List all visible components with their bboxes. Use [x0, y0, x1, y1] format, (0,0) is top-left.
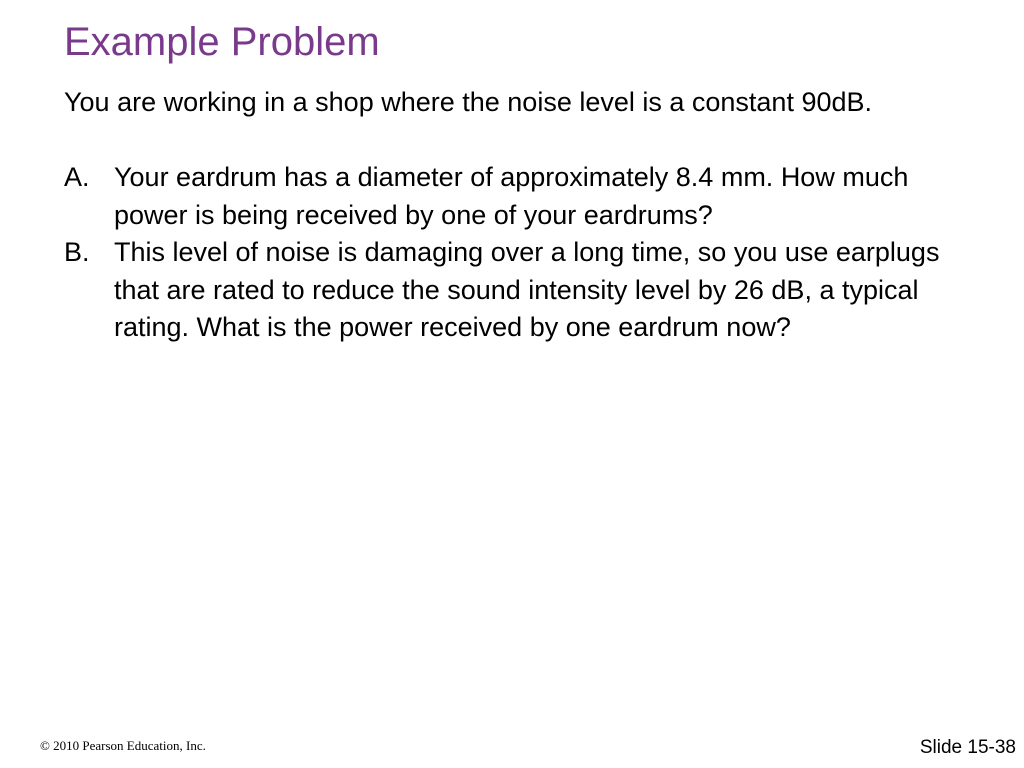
- item-text: This level of noise is damaging over a long time, so you use earplugs that are rated to reduce the sound intensity level by 26 dB, a typical rating. What is the power received by one eardrum now?: [114, 237, 940, 342]
- copyright-notice: © 2010 Pearson Education, Inc.: [40, 738, 206, 753]
- problem-item-b: [64, 234, 984, 347]
- problem-item-a: [64, 159, 984, 234]
- slide-title: Example Problem: [64, 20, 380, 64]
- problem-list: [64, 159, 984, 347]
- problem-intro: You are working in a shop where the noise level is a constant 90dB.: [64, 87, 873, 117]
- item-text: Your eardrum has a diameter of approximately 8.4 mm. How much power is being received by one of your eardrums?: [114, 162, 909, 230]
- item-marker: A.: [64, 162, 90, 192]
- slide-number: Slide 15-38: [919, 737, 1016, 758]
- item-marker: B.: [64, 237, 90, 267]
